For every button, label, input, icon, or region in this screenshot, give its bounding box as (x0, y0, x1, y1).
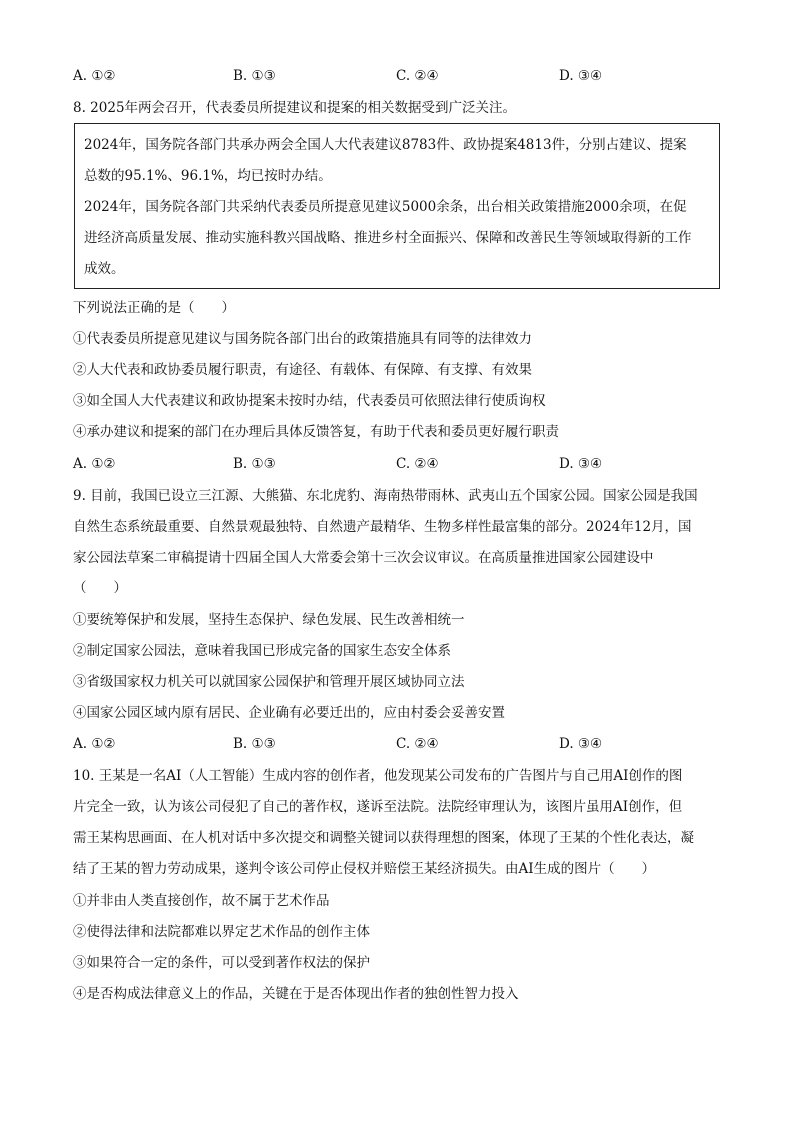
q10-statement-1: ①并非由人类直接创作，故不属于艺术作品 (73, 893, 330, 909)
q9-option-a[interactable]: A. ①② (73, 736, 116, 752)
q10-stem-line: 10. 王某是一名AI（人工智能）生成内容的创作者，他发现某公司发布的广告图片与自己用AI创作的图 (73, 768, 683, 784)
q8-stem: 8. 2025年两会召开，代表委员所提建议和提案的相关数据受到广泛关注。 (73, 100, 517, 116)
q7-option-a[interactable]: A. ①② (73, 68, 116, 84)
q9-options (73, 735, 723, 753)
q7-options (73, 67, 723, 85)
q9-option-c[interactable]: C. ②④ (396, 736, 439, 752)
q9-statement-1: ①要统筹保护和发展，坚持生态保护、绿色发展、民生改善相统一 (73, 612, 465, 628)
q10-stem-line: 结了王某的智力劳动成果，遂判令该公司停止侵权并赔偿王某经济损失。由AI生成的图片（ ） (73, 861, 656, 877)
q8-statement-1: ①代表委员所提意见建议与国务院各部门出台的政策措施具有同等的法律效力 (73, 331, 532, 347)
q10-statement-3: ③如果符合一定的条件，可以受到著作权法的保护 (73, 955, 370, 971)
q9-statement-3: ③省级国家权力机关可以就国家公园保护和管理开展区域协同立法 (73, 674, 465, 690)
q8-statement-4: ④承办建议和提案的部门在办理后具体反馈答复，有助于代表和委员更好履行职责 (73, 424, 559, 440)
q8-statement-2: ②人大代表和政协委员履行职责，有途径、有载体、有保障、有支撑、有效果 (73, 362, 532, 378)
q9-option-d[interactable]: D. ③④ (559, 736, 603, 752)
q9-stem-line: 9. 目前，我国已设立三江源、大熊猫、东北虎豹、海南热带雨林、武夷山五个国家公园。国家公园是我国 (73, 488, 698, 504)
q8-question: 下列说法正确的是（ ） (73, 300, 235, 316)
q8-option-b[interactable]: B. ①③ (233, 456, 276, 472)
q9-statement-4: ④国家公园区域内原有居民、企业确有必要迁出的，应由村委会妥善安置 (73, 705, 505, 721)
q7-option-c[interactable]: C. ②④ (396, 68, 439, 84)
q9-stem-line: 自然生态系统最重要、自然景观最独特、自然遗产最精华、生物多样性最富集的部分。2024年12月，国 (73, 519, 692, 535)
q7-option-d[interactable]: D. ③④ (559, 68, 603, 84)
q8-material-line: 成效。 (84, 261, 125, 277)
q8-option-d[interactable]: D. ③④ (559, 456, 603, 472)
q10-stem-line: 片完全一致，认为该公司侵犯了自己的著作权，遂诉至法院。法院经审理认为，该图片虽用AI创作，但 (73, 799, 683, 815)
q8-material-line: 进经济高质量发展、推动实施科教兴国战略、推进乡村全面振兴、保障和改善民生等领域取得新的工作 (84, 230, 692, 246)
q8-material-line: 2024年，国务院各部门共采纳代表委员所提意见建议5000余条，出台相关政策措施2000余项，在促 (84, 199, 687, 215)
q8-options (73, 455, 723, 473)
q7-option-b[interactable]: B. ①③ (233, 68, 276, 84)
q8-material-line: 2024年，国务院各部门共承办两会全国人大代表建议8783件、政协提案4813件，分别占建议、提案 (84, 137, 687, 153)
q9-answer-blank: （ ） (73, 580, 127, 596)
q8-statement-3: ③如全国人大代表建议和政协提案未按时办结，代表委员可依照法律行使质询权 (73, 393, 546, 409)
q8-option-c[interactable]: C. ②④ (396, 456, 439, 472)
q9-statement-2: ②制定国家公园法，意味着我国已形成完备的国家生态安全体系 (73, 643, 451, 659)
q9-stem-line: 家公园法草案二审稿提请十四届全国人大常委会第十三次会议审议。在高质量推进国家公园建设中 (73, 550, 654, 566)
q10-stem-line: 需王某构思画面、在人机对话中多次提交和调整关键词以获得理想的图案，体现了王某的个性化表达，凝 (73, 830, 694, 846)
q10-statement-2: ②使得法律和法院都难以界定艺术作品的创作主体 (73, 924, 370, 940)
q8-material-box (74, 123, 720, 289)
q8-option-a[interactable]: A. ①② (73, 456, 116, 472)
q9-option-b[interactable]: B. ①③ (233, 736, 276, 752)
q10-statement-4: ④是否构成法律意义上的作品，关键在于是否体现出作者的独创性智力投入 (73, 986, 519, 1002)
q8-material-line: 总数的95.1%、96.1%，均已按时办结。 (84, 168, 332, 184)
